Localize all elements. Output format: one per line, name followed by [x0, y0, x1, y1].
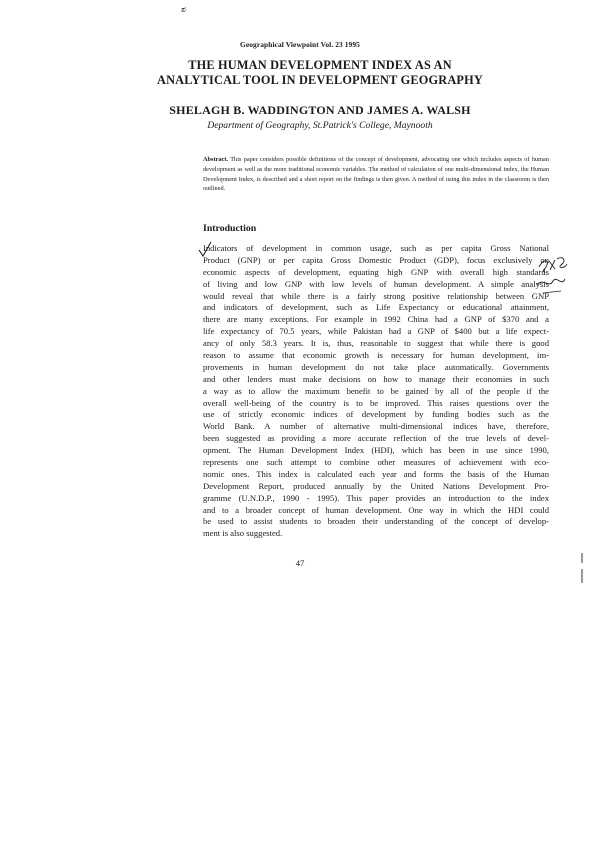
journal-header: Geographical Viewpoint Vol. 23 1995	[240, 40, 360, 49]
body-line: use of strictly economic indices of development by funding bodies such as the	[203, 409, 549, 420]
abstract-text: This paper considers possible definitions of the concept of development, advocating one which includes aspects of human development as well as the more traditional economic variables. The method of calculation of one multi-dimensional index, the Human Development Index, is described and a short report on the findings is then given. A method of using this index in the classroom is then outlined.	[203, 156, 549, 193]
body-line: Development Report, produced annually by the United Nations Development Pro-	[203, 480, 549, 491]
page-number: 47	[295, 558, 305, 568]
body-line: life expectancy of 70.5 years, while Pakistan had a GNP of $400 but a life expect-	[203, 326, 549, 337]
body-line: reason to assume that economic growth is necessary for human development, im-	[203, 350, 549, 361]
abstract-label: Abstract.	[203, 156, 229, 163]
body-line: be used to assist students to broaden their understanding of the concept of develop-	[203, 516, 549, 527]
body-line: economic aspects of development, equating high GNP with overall high standards	[203, 266, 549, 277]
body-line: opment. The Human Development Index (HDI), which has been in use since 1990,	[203, 445, 549, 456]
title-line-2: ANALYTICAL TOOL IN DEVELOPMENT GEOGRAPHY	[157, 73, 483, 87]
body-line: and indicators of development, such as Life Expectancy or educational attainment,	[203, 302, 549, 313]
body-line: nomic ones. This index is calculated each year and forms the basis of the Human	[203, 468, 549, 479]
section-heading-introduction: Introduction	[203, 223, 257, 234]
body-line: Indicators of development in common usage, such as per capita Gross National	[203, 243, 549, 253]
body-line: there are many exceptions. For example in 1992 China had a GNP of $370 and a	[203, 314, 549, 325]
body-line: gramme (U.N.D.P., 1990 - 1995). This paper provides an introduction to the index	[203, 492, 549, 503]
article-title	[120, 58, 520, 88]
body-line: a way as to allow the maximum benefit to be gained by all of the people if the	[203, 385, 549, 396]
body-line: and other lenders must make decisions on how to manage their economies in such	[203, 373, 549, 384]
body-line: ment is also suggested.	[203, 528, 283, 539]
body-line: would reveal that while there is a fairly strong positive relationship between GNP	[203, 290, 549, 301]
body-line: been suggested as providing a more accurate reflection of the true levels of devel-	[203, 433, 549, 444]
introduction-body	[203, 243, 549, 540]
page-corner-mark: ಶ	[181, 4, 186, 14]
handwritten-margin-annotation	[535, 255, 571, 300]
body-line: ancy of only 58.3 years. It is, thus, reasonable to suggest that while there is good	[203, 338, 549, 349]
author-affiliation: Department of Geography, St.Patrick's College, Maynooth	[207, 120, 433, 131]
body-line: of living and low GNP with low levels of human development. A simple analysis	[203, 278, 549, 289]
body-line: World Bank. A number of alternative multi-dimensional indices have, therefore,	[203, 421, 549, 432]
abstract	[203, 155, 549, 194]
body-line: represents one such attempt to combine other measures of achievement with eco-	[203, 457, 549, 468]
body-line: overall well-being of the country is to be improved. This raises questions over the	[203, 397, 549, 408]
body-line: provements in human development do not take place automatically. Governments	[203, 361, 549, 372]
margin-line-marks	[578, 553, 586, 583]
body-line: and to a broader concept of human development. One way in which the HDI could	[203, 504, 549, 515]
body-line: Product (GNP) or per capita Gross Domestic Product (GDP), focus exclusively on	[203, 254, 549, 265]
title-line-1: THE HUMAN DEVELOPMENT INDEX AS AN	[188, 58, 452, 72]
article-authors: SHELAGH B. WADDINGTON AND JAMES A. WALSH	[169, 103, 471, 117]
